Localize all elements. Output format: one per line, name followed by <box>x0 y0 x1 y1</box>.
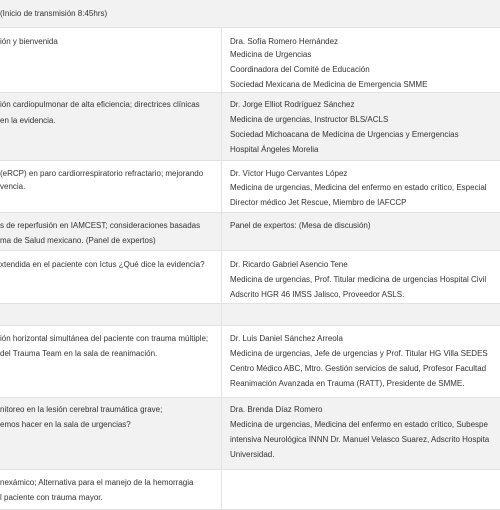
speaker-credential: Medicina de urgencias, Medicina del enfermo en estado crítico, Especial <box>230 183 487 192</box>
speaker-credential: intensiva Neurológica INNN Dr. Manuel Velasco Suarez, Adscrito Hospita <box>230 435 490 444</box>
program-row <box>0 470 500 510</box>
program-row <box>0 326 500 398</box>
session-title-cell <box>0 398 222 469</box>
session-title-line: ma de Salud mexicano. (Panel de expertos) <box>0 236 156 245</box>
session-title-line: l paciente con trauma mayor. <box>0 493 103 502</box>
session-title-cell <box>0 251 222 303</box>
program-row <box>0 304 500 326</box>
session-title-cell <box>0 326 222 397</box>
speaker-credential: Medicina de urgencias, Medicina del enfermo en estado crítico, Subespe <box>230 420 488 429</box>
program-row <box>0 213 500 251</box>
session-title-line: vencia. <box>0 182 26 191</box>
session-title-cell <box>0 28 222 92</box>
session-title-line: emos hacer en la sala de urgencias? <box>0 420 131 429</box>
program-row <box>0 28 500 93</box>
speaker-credential: Sociedad Michoacana de Medicina de Urgencias y Emergencias <box>230 130 459 139</box>
session-title-line: s de reperfusión en IAMCEST; consideraciones basadas <box>0 221 201 230</box>
session-title-line: ión horizontal simultánea del paciente con trauma múltiple; <box>0 334 209 343</box>
speaker-credential: Medicina de Urgencias <box>230 50 312 59</box>
session-title-cell <box>0 304 222 325</box>
session-title-line: xtendida en el paciente con Ictus ¿Qué dice la evidencia? <box>0 260 205 269</box>
speaker-credential: Medicina de urgencias, Jefe de urgencias y Prof. Titular HG Villa SEDES <box>230 349 488 358</box>
speaker-name: Dr. Jorge Elliot Rodríguez Sánchez <box>230 100 355 109</box>
speaker-credential: Medicina de urgencias, Instructor BLS/ACLS <box>230 115 389 124</box>
speaker-credential: Sociedad Mexicana de Medicina de Emergencia SMME <box>230 80 428 89</box>
speaker-name: Dra. Brenda Díaz Romero <box>230 405 323 414</box>
transmission-header-text: (Inicio de transmisión 8:45hrs) <box>0 9 108 18</box>
session-title-line: del Trauma Team en la sala de reanimación. <box>0 349 158 358</box>
session-title-line: ión cardiopulmonar de alta eficiencia; directrices clínicas <box>0 100 200 109</box>
speaker-name: Panel de expertos: (Mesa de discusión) <box>230 221 371 230</box>
program-row <box>0 398 500 470</box>
session-title-line: en la evidencia. <box>0 116 56 125</box>
speaker-credential: Director médico Jet Rescue, Miembro de IAFCCP <box>230 198 407 207</box>
session-title-cell <box>0 470 222 509</box>
speaker-credential: Reanimación Avanzada en Trauma (RATT), Presidente de SMME. <box>230 379 465 388</box>
speaker-name: Dr. Víctor Hugo Cervantes López <box>230 169 348 178</box>
session-title-line: nexámico; Alternativa para el manejo de la hemorragia <box>0 478 194 487</box>
speaker-name: Dr. Ricardo Gabriel Asencio Tene <box>230 260 348 269</box>
speaker-credential: Coordinadora del Comité de Educación <box>230 65 370 74</box>
speaker-credential: Centro Médico ABC, Mtro. Gestión servicios de salud, Profesor Facultad <box>230 364 487 373</box>
session-title-line: nitoreo en la lesión cerebral traumática grave; <box>0 405 163 414</box>
speaker-credential: Medicina de urgencias, Prof. Titular medicina de urgencias Hospital Civil <box>230 275 487 284</box>
session-title-cell <box>0 93 222 160</box>
session-title-line: ión y bienvenida <box>0 37 58 46</box>
speaker-credential: Universidad. <box>230 450 275 459</box>
program-row <box>0 161 500 213</box>
session-title-cell <box>0 161 222 212</box>
speaker-name: Dr. Luis Daniel Sánchez Arreola <box>230 334 343 343</box>
session-title-line: (eRCP) en paro cardiorrespiratorio refractario; mejorando <box>0 169 204 178</box>
program-row <box>0 251 500 304</box>
speaker-credential: Adscrito HGR 46 IMSS Jalisco, Proveedor ASLS. <box>230 290 405 299</box>
session-title-cell <box>0 213 222 250</box>
speaker-name: Dra. Sofía Romero Hernández <box>230 37 339 46</box>
speaker-credential: Hospital Ángeles Morelia <box>230 145 319 154</box>
program-row <box>0 93 500 161</box>
transmission-header-row <box>0 0 500 28</box>
